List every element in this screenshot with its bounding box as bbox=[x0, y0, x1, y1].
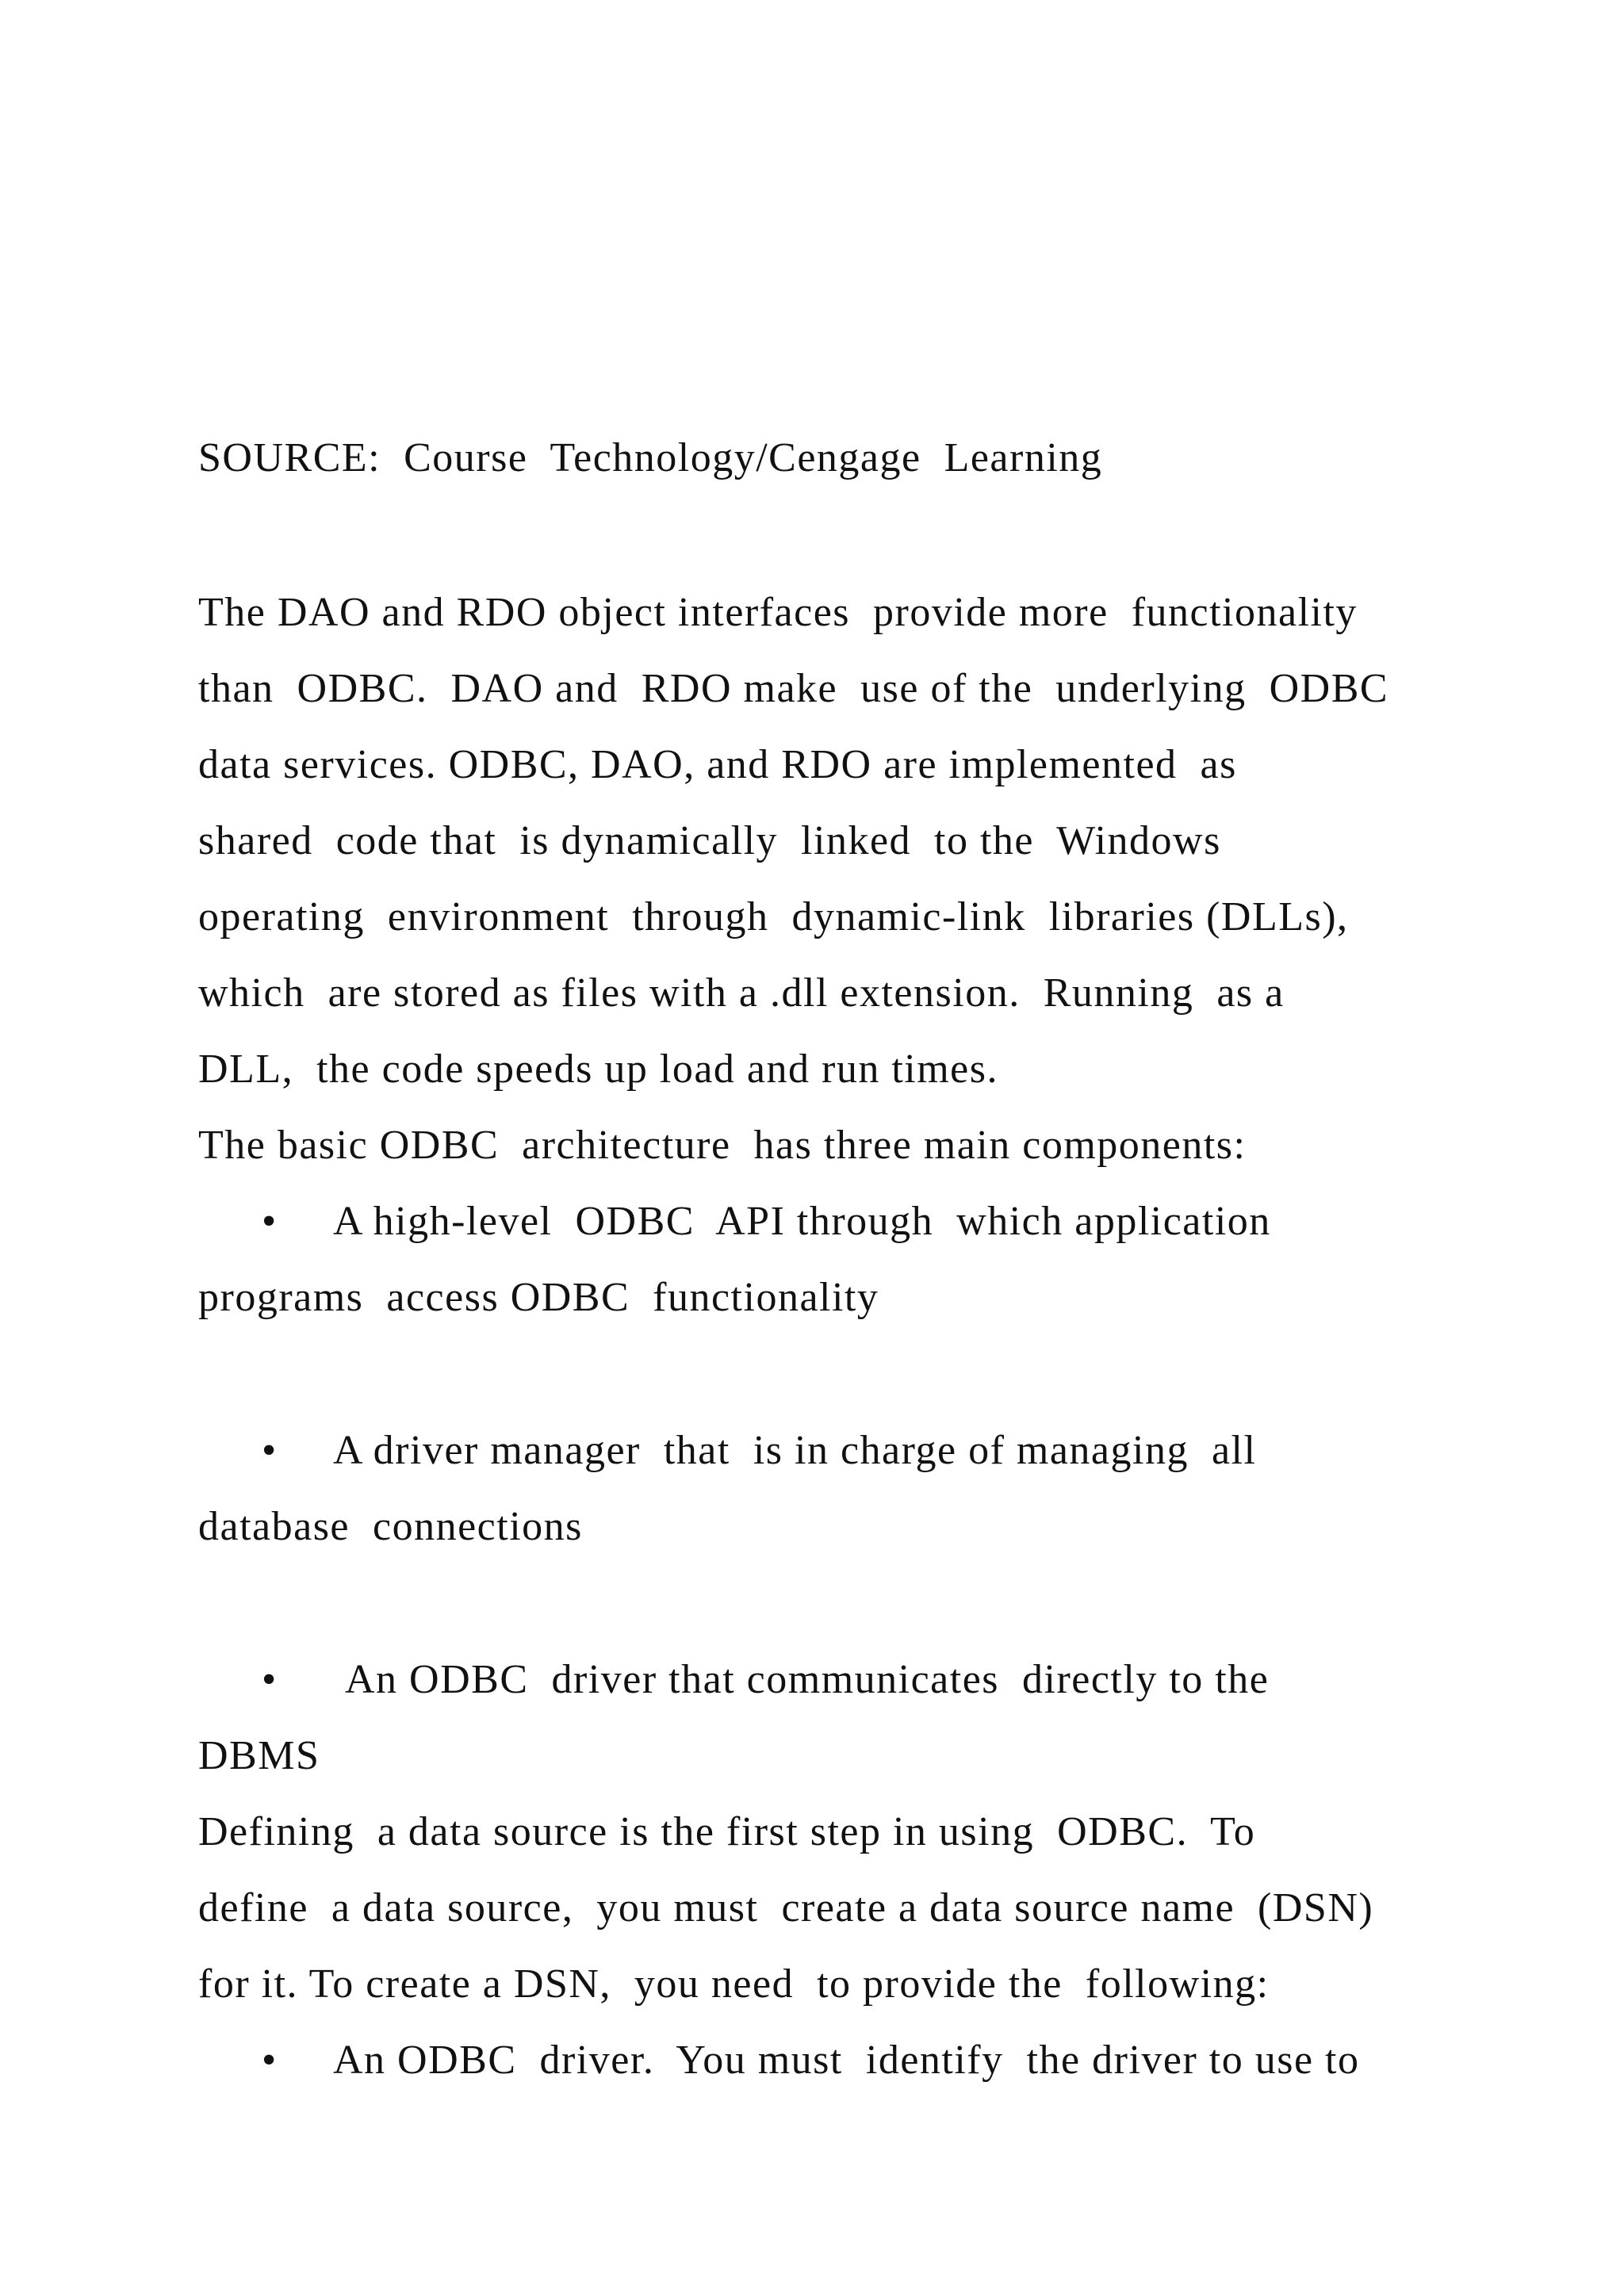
paragraph-line: define a data source, you must create a data source name (DSN) bbox=[198, 1885, 1374, 1931]
intro-line: The basic ODBC architecture has three main components: bbox=[198, 1123, 1247, 1168]
bullet-continuation: DBMS bbox=[198, 1733, 320, 1778]
paragraph-line: shared code that is dynamically linked to the Windows bbox=[198, 818, 1221, 863]
bullet-continuation: database connections bbox=[198, 1504, 583, 1549]
paragraph-line: than ODBC. DAO and RDO make use of the underlying ODBC bbox=[198, 666, 1389, 711]
source-line: SOURCE: Course Technology/Cengage Learning bbox=[198, 435, 1103, 480]
paragraph-line: The DAO and RDO object interfaces provide more functionality bbox=[198, 590, 1358, 635]
paragraph-line: operating environment through dynamic-link libraries (DLLs), bbox=[198, 894, 1349, 939]
bullet-marker: • bbox=[262, 1199, 277, 1244]
paragraph-line: which are stored as files with a .dll extension. Running as a bbox=[198, 970, 1285, 1016]
paragraph-line: data services. ODBC, DAO, and RDO are implemented as bbox=[198, 742, 1237, 787]
bullet-text: An ODBC driver that communicates directly to the bbox=[345, 1657, 1270, 1702]
paragraph-line: DLL, the code speeds up load and run times. bbox=[198, 1047, 998, 1092]
bullet-continuation: programs access ODBC functionality bbox=[198, 1275, 879, 1320]
bullet-marker: • bbox=[262, 1657, 277, 1702]
paragraph-line: for it. To create a DSN, you need to provide the following: bbox=[198, 1961, 1270, 2007]
paragraph-line: Defining a data source is the first step in using ODBC. To bbox=[198, 1809, 1256, 1854]
bullet-marker: • bbox=[262, 1428, 277, 1473]
bullet-text: An ODBC driver. You must identify the driver to use to bbox=[333, 2038, 1360, 2083]
bullet-marker: • bbox=[262, 2038, 277, 2083]
bullet-text: A driver manager that is in charge of managing all bbox=[333, 1428, 1257, 1473]
bullet-text: A high-level ODBC API through which application bbox=[333, 1199, 1271, 1244]
